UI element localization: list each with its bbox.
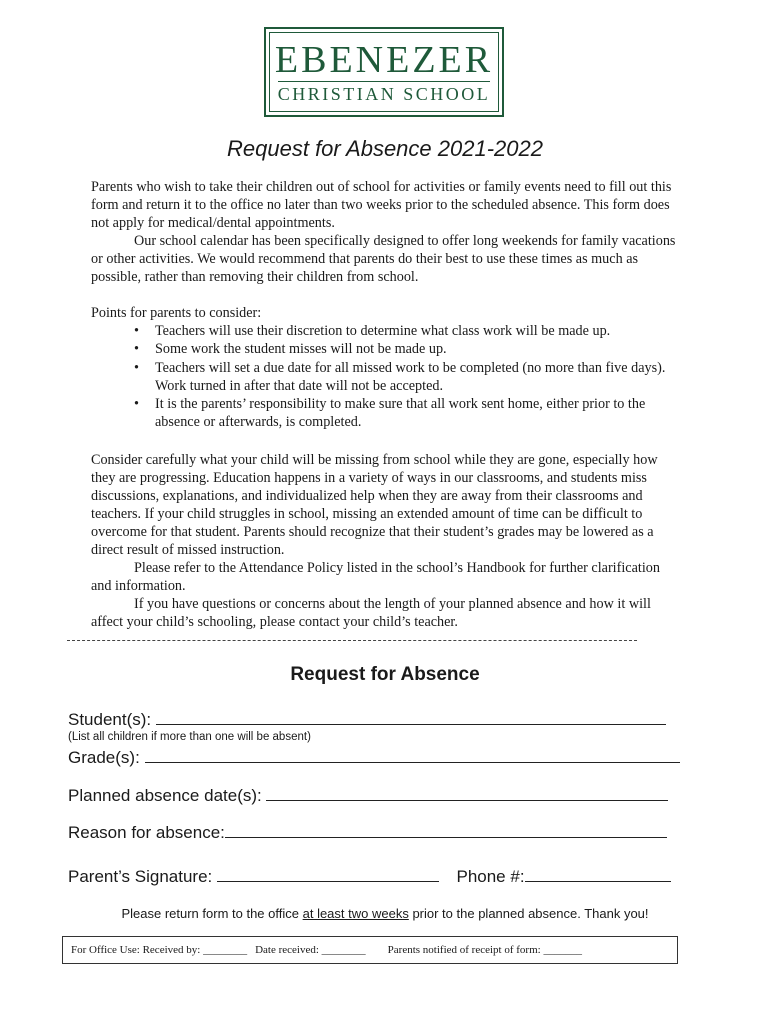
form-title: Request for Absence: [290, 664, 480, 685]
office-date-received: Date received: ________: [255, 944, 366, 956]
signature-label: Parent’s Signature:: [68, 867, 213, 886]
intro-paragraph-2: Our school calendar has been specifically designed to offer long weekends for family vacations or other activities. We would recommend that parents do their best to use these times as much as possible, rather than removing their children from school.: [91, 233, 676, 285]
dates-input-line[interactable]: [266, 784, 668, 801]
dates-field[interactable]: [68, 784, 668, 806]
points-heading: Points for parents to consider:: [91, 305, 262, 321]
list-item: • Some work the student misses will not be made up.: [127, 340, 683, 358]
students-label: Student(s):: [68, 710, 152, 729]
return-deadline: at least two weeks: [302, 906, 409, 921]
office-received-by: For Office Use: Received by: ________: [71, 944, 248, 956]
reason-input-line[interactable]: [225, 821, 667, 838]
points-section: [91, 304, 683, 432]
intro-section: [91, 178, 683, 286]
phone-label: Phone #:: [456, 867, 525, 886]
logo-frame: [269, 32, 499, 112]
students-input-line[interactable]: [156, 708, 666, 725]
office-parents-notified: Parents notified of receipt of form: _______: [387, 944, 582, 956]
consider-section: [91, 451, 683, 631]
signature-field[interactable]: [68, 865, 671, 887]
students-field[interactable]: [68, 708, 666, 730]
list-item: • It is the parents’ responsibility to make sure that all work sent home, either prior to the absence or afterwards, is completed.: [127, 395, 683, 432]
grades-input-line[interactable]: [145, 746, 680, 763]
students-note: (List all children if more than one will be absent): [68, 731, 311, 743]
dates-label: Planned absence date(s):: [68, 786, 262, 805]
office-use-box: [62, 936, 678, 964]
reason-field[interactable]: [68, 821, 667, 843]
logo-name: EBENEZER: [274, 38, 494, 81]
school-logo: [264, 27, 504, 117]
logo-subtitle: CHRISTIAN SCHOOL: [278, 81, 491, 104]
consider-paragraph-3: If you have questions or concerns about the length of your planned absence and how it will affect your child’s schooling, please contact your child’s teacher.: [91, 596, 651, 630]
consider-paragraph-1: Consider carefully what your child will be missing from school while they are gone, especially how they are progressing. Education happens in a variety of ways in our classrooms, and students miss discussions, explanations, and individualized help when they are away from their classrooms and teachers. If your child struggles in school, missing an extended amount of time can be difficult to overcome for that student. Parents should recognize that their student’s grades may be lowered as a direct result of missed instruction.: [91, 452, 658, 558]
return-instructions: [0, 906, 770, 921]
points-list: [127, 322, 683, 432]
grades-label: Grade(s):: [68, 748, 140, 767]
list-item: • Teachers will set a due date for all missed work to be completed (no more than five days). Work turned in after that date will not be accepted.: [127, 359, 683, 396]
cut-line-divider: [67, 640, 637, 641]
consider-paragraph-2: Please refer to the Attendance Policy listed in the school’s Handbook for further clarification and information.: [91, 560, 660, 594]
reason-label: Reason for absence:: [68, 823, 225, 842]
intro-paragraph-1: Parents who wish to take their children out of school for activities or family events need to fill out this form and return it to the office no later than two weeks prior to the scheduled absence. This form does not apply for medical/dental appointments.: [91, 179, 672, 231]
return-text-start: Please return form to the office: [121, 906, 303, 921]
phone-input-line[interactable]: [525, 865, 671, 882]
return-text-end: prior to the planned absence. Thank you!: [408, 906, 649, 921]
list-item: • Teachers will use their discretion to determine what class work will be made up.: [127, 322, 683, 340]
document-title: Request for Absence 2021-2022: [227, 136, 543, 161]
grades-field[interactable]: [68, 746, 680, 768]
signature-input-line[interactable]: [217, 865, 439, 882]
